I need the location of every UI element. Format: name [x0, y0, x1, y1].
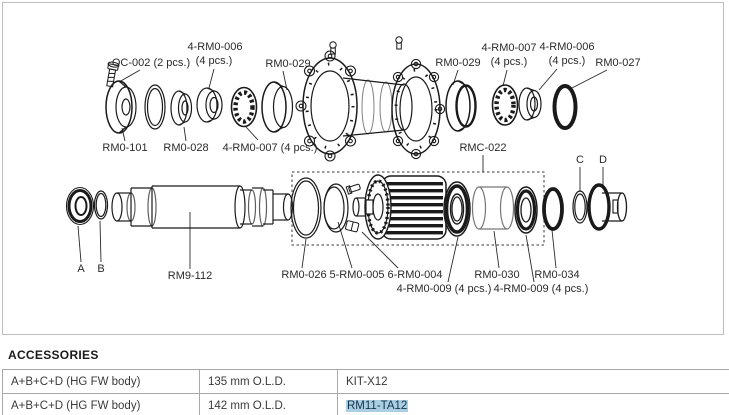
- part-rm0-026: [291, 178, 321, 238]
- table-row: [3, 370, 729, 394]
- label-rm0-029-right: RM0-029: [435, 57, 481, 69]
- accessories-table: [2, 369, 729, 415]
- label-6-rm0-004: 6-RM0-004: [387, 269, 443, 281]
- code-cell: [338, 394, 729, 415]
- part-oc-002-ring: [145, 85, 165, 129]
- part-rm0-029-left: [262, 82, 293, 132]
- label-4-rm0-006-qty: (4 pcs.): [195, 55, 233, 67]
- part-4-rm0-006-left: [197, 88, 222, 122]
- part-5-rm0-005: [324, 184, 348, 232]
- label-4-rm0-006: 4-RM0-006: [187, 41, 243, 53]
- table-row: [3, 394, 729, 415]
- code-cell: [338, 370, 729, 394]
- part-rm0-034-oring: [544, 189, 562, 229]
- label-rm0-030: RM0-030: [474, 269, 520, 281]
- label-rm0-027: RM0-027: [595, 57, 641, 69]
- part-rm9-112-axle: [112, 186, 293, 228]
- label-5-rm0-005: 5-RM0-005: [329, 269, 385, 281]
- label-d: D: [599, 154, 607, 166]
- label-rm9-112: RM9-112: [167, 270, 213, 282]
- part-rm0-027-oring: [555, 86, 576, 128]
- label-4-rm0-007-left: 4-RM0-007 (4 pcs.): [222, 142, 318, 154]
- part-rm0-030-spacer: [473, 187, 514, 229]
- part-c-seal: [573, 191, 587, 223]
- label-rm0-101: RM0-101: [102, 142, 148, 154]
- label-4-rm0-006-right: 4-RM0-006: [539, 41, 595, 53]
- label-4-rm0-009-a: 4-RM0-009 (4 pcs.): [396, 283, 492, 295]
- part-4-rm0-009-bearing-2: [515, 187, 537, 233]
- accessories-heading: ACCESSORIES: [8, 348, 99, 362]
- part-d-cap: [589, 185, 627, 229]
- label-rmc-022: RMC-022: [459, 142, 507, 154]
- label-4-rm0-009-b: 4-RM0-009 (4 pcs.): [493, 283, 589, 295]
- label-rm0-026: RM0-026: [281, 269, 327, 281]
- label-c: C: [576, 154, 584, 166]
- part-4-rm0-007-left-bearing: [232, 88, 257, 127]
- label-4-rm0-007-right-qty: (4 pcs.): [490, 56, 528, 68]
- part-rm0-101: [106, 81, 136, 133]
- part-b-oring: [95, 191, 108, 219]
- body-cell: A+B+C+D (HG FW body): [3, 394, 200, 415]
- hub-body: [296, 37, 445, 161]
- part-rm0-028: [171, 91, 192, 125]
- label-oc-002: OC-002 (2 pcs.): [111, 57, 191, 69]
- body-cell: A+B+C+D (HG FW body): [3, 370, 200, 394]
- label-a: A: [77, 263, 85, 275]
- part-4-rm0-009-bearing-1: [444, 182, 470, 236]
- part-a-cap: [67, 188, 94, 225]
- highlighted-part-code[interactable]: RM11-TA12: [347, 399, 408, 412]
- part-4-rm0-007-right-bearing: [493, 85, 518, 125]
- label-rm0-034: RM0-034: [534, 269, 580, 281]
- label-4-rm0-007-right: 4-RM0-007: [481, 42, 537, 54]
- label-4-rm0-006-right-qty: (4 pcs.): [548, 55, 586, 67]
- size-cell: 142 mm O.L.D.: [200, 394, 338, 415]
- part-code: KIT-X12: [346, 375, 388, 388]
- size-cell: 135 mm O.L.D.: [200, 370, 338, 394]
- label-b: B: [97, 263, 105, 275]
- label-rm0-028: RM0-028: [163, 142, 209, 154]
- part-freehub-body: [353, 175, 446, 239]
- part-4-rm0-006-right: [519, 88, 541, 120]
- label-rm0-029-left: RM0-029: [265, 58, 311, 70]
- part-rm0-029-right: [446, 81, 476, 131]
